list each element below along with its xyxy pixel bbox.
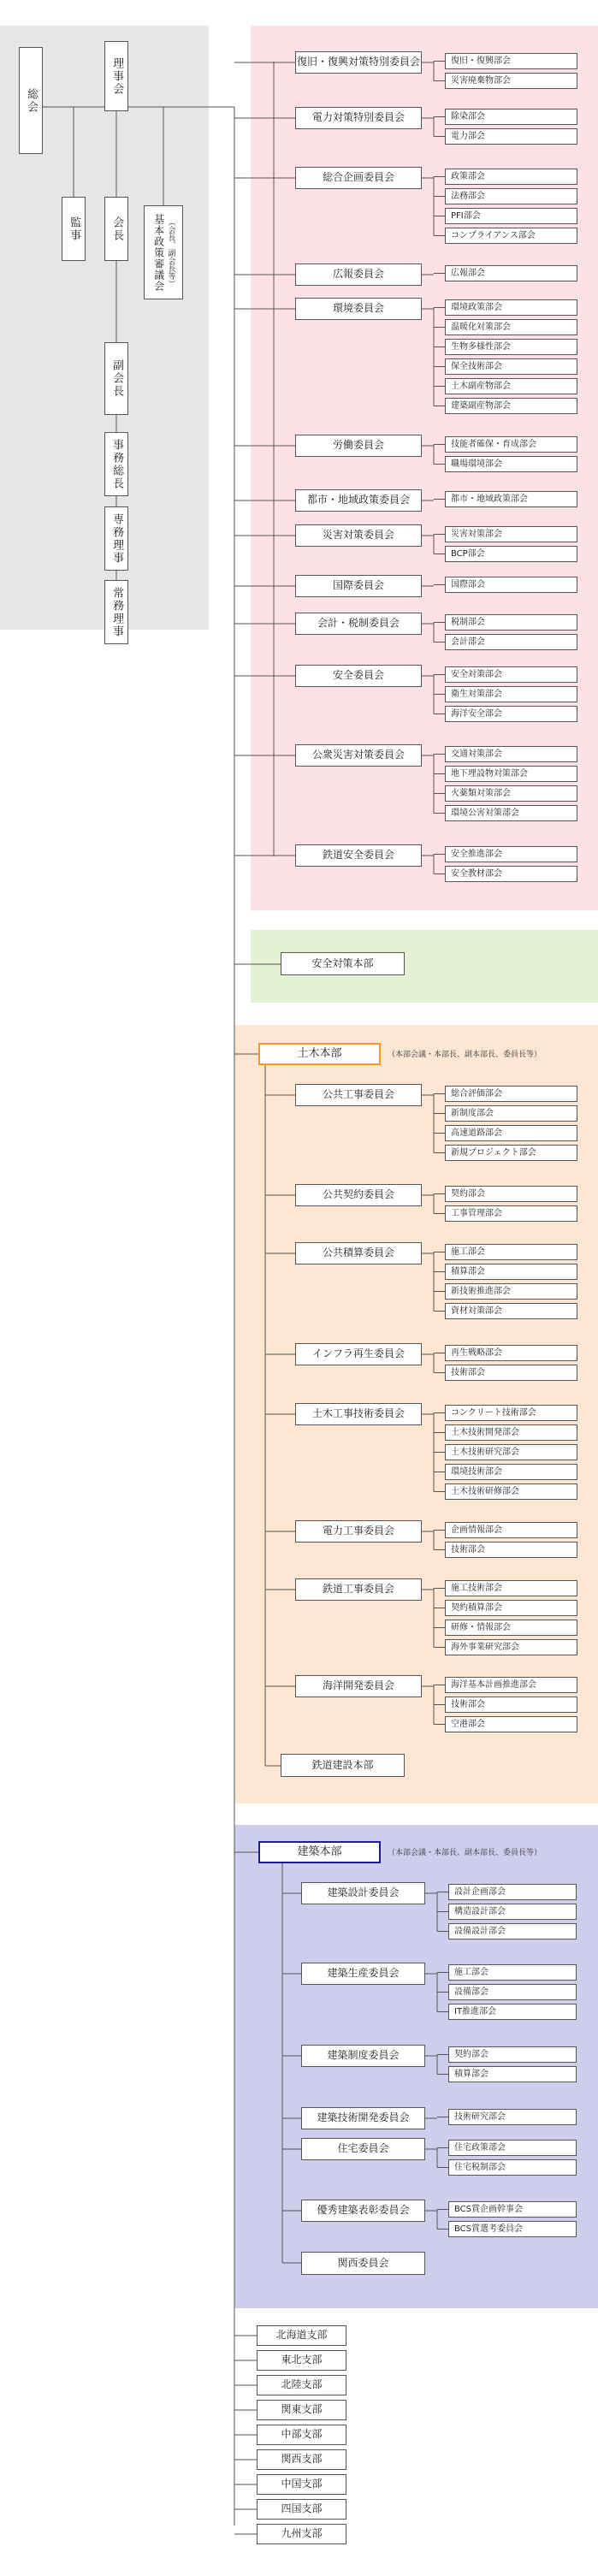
subcommittee-box: 電力部会: [445, 128, 577, 145]
building-committee-box: 建築技術開発委員会: [301, 2107, 425, 2129]
civil-hq-note: （本部会議・本部長、副本部長、委員長等）: [388, 1051, 542, 1059]
building-committee-box: 住宅委員会: [301, 2138, 425, 2160]
building-subcommittee-box: 住宅政策部会: [448, 2140, 577, 2156]
subcommittee-box: 除染部会: [445, 109, 577, 125]
general-meeting-box: [19, 47, 43, 154]
branch-box: 関西支部: [257, 2449, 346, 2470]
subcommittee-box: 環境公害対策部会: [445, 805, 577, 821]
branch-box: 中国支部: [257, 2474, 346, 2495]
building-subcommittee-box: BCS賞企画幹事会: [448, 2201, 577, 2218]
civil-subcommittee-box: 総合評価部会: [445, 1086, 577, 1102]
civil-subcommittee-box: 契約積算部会: [445, 1600, 577, 1616]
chairman-label: 会長: [110, 216, 124, 242]
subcommittee-box: 建築副産物部会: [445, 398, 577, 414]
subcommittee-box: BCP部会: [445, 546, 577, 562]
chairman-box: [104, 197, 128, 261]
civil-subcommittee-box: 土木技術研究部会: [445, 1444, 577, 1460]
civil-subcommittee-box: 技術部会: [445, 1365, 577, 1381]
secretary-general-label: 事務総長: [110, 438, 124, 490]
civil-subcommittee-box: 空港部会: [445, 1716, 577, 1732]
committee-box: 公衆災害対策委員会: [295, 744, 422, 767]
committee-box: 都市・地域政策委員会: [295, 489, 422, 512]
subcommittee-box: 土木副産物部会: [445, 378, 577, 394]
building-subcommittee-box: 設計企画部会: [448, 1884, 577, 1900]
committee-box: 鉄道安全委員会: [295, 844, 422, 867]
committee-box: 電力対策特別委員会: [295, 107, 422, 129]
civil-subcommittee-box: 技術部会: [445, 1697, 577, 1713]
civil-committee-box: インフラ再生委員会: [295, 1343, 422, 1365]
subcommittee-box: 衛生対策部会: [445, 686, 577, 702]
committee-box: 安全委員会: [295, 665, 422, 687]
subcommittee-box: 安全推進部会: [445, 846, 577, 862]
building-committee-box: 建築制度委員会: [301, 2045, 425, 2067]
kansai-committee-box: 関西委員会: [301, 2252, 425, 2275]
building-subcommittee-box: BCS賞選考委員会: [448, 2221, 577, 2237]
committee-box: 労働委員会: [295, 435, 422, 457]
subcommittee-box: 法務部会: [445, 188, 577, 204]
civil-subcommittee-box: 企画情報部会: [445, 1522, 577, 1538]
building-committee-box: 建築設計委員会: [301, 1882, 425, 1904]
auditor-box: [62, 197, 86, 261]
building-subcommittee-box: 住宅税制部会: [448, 2159, 577, 2176]
committee-box: 国際委員会: [295, 575, 422, 597]
subcommittee-box: 会計部会: [445, 634, 577, 650]
subcommittee-box: 安全教材部会: [445, 866, 577, 882]
policy-council-note: （会長、副会長等）: [166, 217, 175, 287]
building-hq-note: （本部会議・本部長、副本部長、委員長等）: [388, 1849, 542, 1857]
subcommittee-box: 保全技術部会: [445, 358, 577, 375]
civil-subcommittee-box: 工事管理部会: [445, 1205, 577, 1222]
committee-box: 会計・税制委員会: [295, 613, 422, 635]
subcommittee-box: 交通対策部会: [445, 746, 577, 762]
subcommittee-box: 環境政策部会: [445, 299, 577, 316]
railway-hq-box: 鉄道建設本部: [281, 1754, 405, 1777]
civil-subcommittee-box: コンクリート技術部会: [445, 1405, 577, 1421]
subcommittee-box: 温暖化対策部会: [445, 319, 577, 335]
civil-subcommittee-box: 施工技術部会: [445, 1580, 577, 1596]
subcommittee-box: 税制部会: [445, 614, 577, 631]
board-label: 理事会: [110, 56, 124, 96]
subcommittee-box: 国際部会: [445, 577, 577, 593]
building-committee-box: 建築生産委員会: [301, 1963, 425, 1985]
auditor-label: 監事: [68, 216, 81, 242]
civil-subcommittee-box: 施工部会: [445, 1244, 577, 1260]
subcommittee-box: 災害対策部会: [445, 526, 577, 542]
committee-box: 災害対策委員会: [295, 524, 422, 547]
civil-subcommittee-box: 新技術推進部会: [445, 1283, 577, 1300]
building-hq-box: 建築本部: [258, 1841, 381, 1863]
subcommittee-box: 復旧・復興部会: [445, 53, 577, 69]
civil-subcommittee-box: 高速道路部会: [445, 1125, 577, 1141]
civil-subcommittee-box: 海洋基本計画推進部会: [445, 1677, 577, 1693]
civil-subcommittee-box: 海外事業研究部会: [445, 1639, 577, 1655]
managing-director-label: 常務理事: [110, 586, 124, 638]
secretary-general-box: [104, 432, 128, 496]
civil-subcommittee-box: 資材対策部会: [445, 1303, 577, 1319]
civil-committee-box: 鉄道工事委員会: [295, 1578, 422, 1601]
branch-box: 九州支部: [257, 2524, 346, 2544]
civil-subcommittee-box: 環境技術部会: [445, 1464, 577, 1480]
building-subcommittee-box: 施工部会: [448, 1964, 577, 1981]
building-subcommittee-box: 設備部会: [448, 1984, 577, 2000]
subcommittee-box: 安全対策部会: [445, 666, 577, 683]
subcommittee-box: 広報部会: [445, 265, 577, 281]
vice-chairman-label: 副会長: [110, 359, 124, 398]
building-subcommittee-box: 技術研究部会: [448, 2109, 577, 2125]
committee-box: 環境委員会: [295, 298, 422, 320]
civil-committee-box: 海洋開発委員会: [295, 1675, 422, 1697]
building-subcommittee-box: IT推進部会: [448, 2004, 577, 2020]
policy-council-label: 基本政策審議会: [152, 213, 165, 292]
vice-chairman-box: [104, 342, 128, 415]
policy-council-box: [144, 205, 183, 299]
building-subcommittee-box: 積算部会: [448, 2066, 577, 2082]
civil-committee-box: 公共工事委員会: [295, 1084, 422, 1106]
managing-director-box: [104, 580, 128, 644]
subcommittee-box: コンプライアンス部会: [445, 228, 577, 244]
building-subcommittee-box: 構造設計部会: [448, 1904, 577, 1920]
civil-subcommittee-box: 積算部会: [445, 1264, 577, 1280]
civil-hq-box: 土木本部: [258, 1043, 381, 1065]
subcommittee-box: 火薬類対策部会: [445, 785, 577, 802]
branch-box: 北海道支部: [257, 2325, 346, 2346]
board-box: [104, 41, 128, 111]
executive-director-box: [104, 506, 128, 571]
subcommittee-box: 技能者確保・育成部会: [445, 436, 577, 453]
committee-box: 総合企画委員会: [295, 167, 422, 189]
building-subcommittee-box: 契約部会: [448, 2046, 577, 2063]
branch-box: 中部支部: [257, 2425, 346, 2445]
civil-committee-box: 公共契約委員会: [295, 1184, 422, 1206]
subcommittee-box: 政策部会: [445, 169, 577, 185]
civil-subcommittee-box: 土木技術開発部会: [445, 1424, 577, 1441]
branch-box: 四国支部: [257, 2499, 346, 2520]
subcommittee-box: 地下埋設物対策部会: [445, 766, 577, 782]
general-meeting-label: 総会: [25, 87, 38, 114]
civil-committee-box: 電力工事委員会: [295, 1520, 422, 1543]
civil-subcommittee-box: 契約部会: [445, 1186, 577, 1202]
civil-committee-box: 公共積算委員会: [295, 1242, 422, 1264]
building-subcommittee-box: 設備設計部会: [448, 1923, 577, 1939]
subcommittee-box: 職場環境部会: [445, 456, 577, 472]
subcommittee-box: 災害廃棄物部会: [445, 73, 577, 89]
civil-subcommittee-box: 再生戦略部会: [445, 1345, 577, 1361]
civil-committee-box: 土木工事技術委員会: [295, 1403, 422, 1425]
executive-director-label: 専務理事: [110, 512, 124, 565]
subcommittee-box: PFI部会: [445, 208, 577, 224]
subcommittee-box: 都市・地域政策部会: [445, 491, 577, 507]
subcommittee-box: 生物多様性部会: [445, 339, 577, 355]
civil-subcommittee-box: 新制度部会: [445, 1105, 577, 1122]
branch-box: 関東支部: [257, 2400, 346, 2420]
safety-hq-box: 安全対策本部: [281, 952, 405, 975]
civil-subcommittee-box: 研修・情報部会: [445, 1620, 577, 1636]
branch-box: 北陸支部: [257, 2375, 346, 2395]
committee-box: 広報委員会: [295, 264, 422, 286]
building-committee-box: 優秀建築表彰委員会: [301, 2200, 425, 2222]
branch-box: 東北支部: [257, 2350, 346, 2371]
subcommittee-box: 海洋安全部会: [445, 706, 577, 722]
civil-subcommittee-box: 土木技術研修部会: [445, 1483, 577, 1500]
civil-subcommittee-box: 技術部会: [445, 1542, 577, 1558]
committee-box: 復旧・復興対策特別委員会: [295, 51, 422, 74]
civil-subcommittee-box: 新規プロジェクト部会: [445, 1145, 577, 1161]
